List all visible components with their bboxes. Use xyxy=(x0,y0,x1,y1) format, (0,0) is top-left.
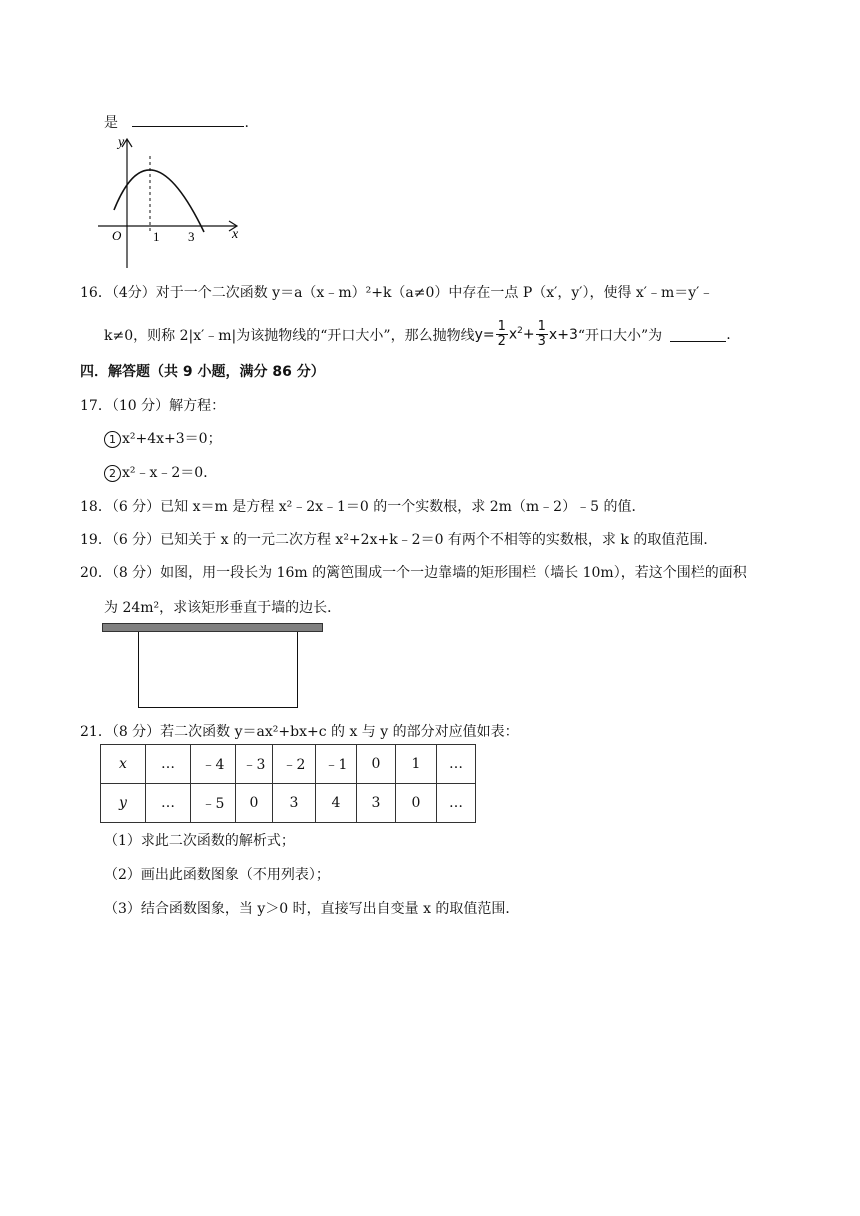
table-header-x: x xyxy=(101,745,146,784)
graph-tick-3: 3 xyxy=(188,229,195,244)
table-cell: ﹣2 xyxy=(273,745,316,784)
q16-line1: 16．（4分）对于一个二次函数 y＝a（x﹣m）²+k（a≠0）中存在一点 P（x′，y′），使得 x′﹣m＝y′﹣ xyxy=(80,285,714,301)
parabola-graph xyxy=(98,132,248,272)
graph-origin-label: O xyxy=(112,228,122,243)
circled-1-icon: 1 xyxy=(104,431,121,448)
table-cell: 0 xyxy=(357,745,396,784)
table-cell: … xyxy=(437,784,476,823)
q19-text: 19．（6 分）已知关于 x 的一元二次方程 x²+2x+k﹣2＝0 有两个不相等的实数根，求 k 的取值范围． xyxy=(80,532,718,548)
q16-eq-end: x+3 xyxy=(548,326,578,343)
q15-tail xyxy=(104,112,249,132)
q16-eq-y: y= xyxy=(474,326,495,343)
q16-frac1-den: 2 xyxy=(497,334,506,349)
q16-fraction-third xyxy=(536,320,548,349)
q16-answer-blank xyxy=(670,327,726,342)
table-cell: ﹣1 xyxy=(316,745,357,784)
q16-frac1-num: 1 xyxy=(497,319,506,334)
table-cell: ﹣4 xyxy=(191,745,236,784)
q16-eq-x: x xyxy=(508,326,518,343)
table-cell: … xyxy=(437,745,476,784)
q20-line2: 为 24m²，求该矩形垂直于墙的边长． xyxy=(104,600,342,616)
q20-line1: 20．（8 分）如图，用一段长为 16m 的篱笆围成一个一边靠墙的矩形围栏（墙长 10m），若这个围栏的面积 xyxy=(80,565,747,581)
q17-part1 xyxy=(104,428,222,448)
q15-tail-text: 是 xyxy=(104,115,118,131)
table-row-x xyxy=(101,745,476,784)
q18-text: 18．（6 分）已知 x＝m 是方程 x²﹣2x﹣1＝0 的一个实数根，求 2m（m﹣2）﹣5 的值． xyxy=(80,499,646,515)
q15-answer-blank xyxy=(132,112,244,127)
q21-sub2: （2）画出此函数图象（不用列表）； xyxy=(104,867,330,883)
q21-sub3: （3）结合函数图象，当 y＞0 时，直接写出自变量 x 的取值范围． xyxy=(104,901,520,917)
table-cell: 4 xyxy=(316,784,357,823)
q16-line2 xyxy=(104,320,731,349)
graph-tick-1: 1 xyxy=(153,229,160,244)
table-cell: 1 xyxy=(396,745,437,784)
table-row-y xyxy=(101,784,476,823)
table-cell: 0 xyxy=(236,784,273,823)
table-cell: … xyxy=(146,784,191,823)
wall-bar xyxy=(102,623,323,632)
table-cell: … xyxy=(146,745,191,784)
q16-end: . xyxy=(726,326,731,343)
q16-frac2-den: 3 xyxy=(537,334,546,349)
table-cell: 0 xyxy=(396,784,437,823)
section-4-heading: 四．解答题（共 9 小题，满分 86 分） xyxy=(80,364,325,380)
graph-y-label: y xyxy=(118,135,125,150)
table-cell: 3 xyxy=(273,784,316,823)
q15-tail-end: . xyxy=(244,115,249,131)
table-header-y: y xyxy=(101,784,146,823)
q21-sub1: （1）求此二次函数的解析式； xyxy=(104,833,295,849)
graph-x-label: x xyxy=(232,227,239,242)
q16-line2-post: “开口大小”为 xyxy=(577,327,663,344)
q16-fraction-half xyxy=(496,320,508,349)
q16-eq-x2: $x^2+$ xyxy=(508,326,535,343)
q16-line2-text: k≠0，则称 2|x′﹣m|为该抛物线的“开口大小”，那么抛物线 xyxy=(104,327,475,344)
fence-rectangle xyxy=(138,632,298,708)
q17-part2 xyxy=(104,462,217,482)
table-cell: ﹣3 xyxy=(236,745,273,784)
q17-part1-text: x²+4x+3＝0； xyxy=(122,431,222,447)
q17-title: 17．（10 分）解方程： xyxy=(80,398,226,414)
q21-title: 21．（8 分）若二次函数 y＝ax²+bx+c 的 x 与 y 的部分对应值如表： xyxy=(80,724,519,740)
q17-part2-text: x²﹣x﹣2＝0． xyxy=(122,465,218,481)
q16-frac2-num: 1 xyxy=(537,319,546,334)
table-cell: 3 xyxy=(357,784,396,823)
xy-value-table xyxy=(100,744,476,823)
circled-2-icon: 2 xyxy=(104,465,121,482)
table-cell: ﹣5 xyxy=(191,784,236,823)
